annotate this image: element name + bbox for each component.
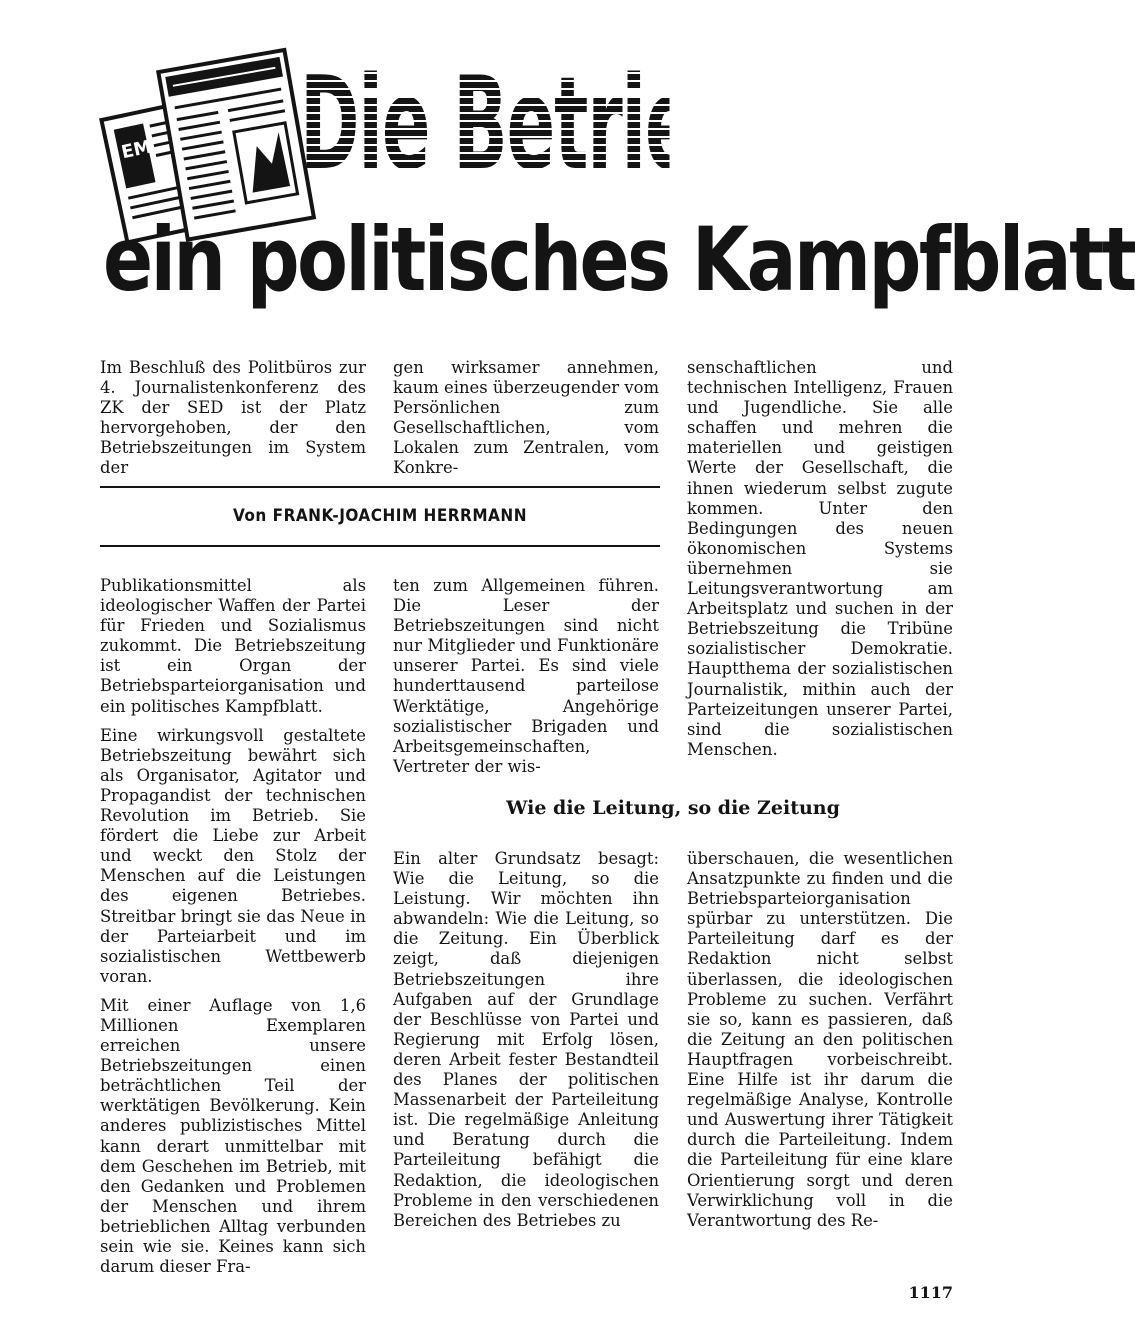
section2-column-2 [393, 849, 659, 1231]
section-subheading: Wie die Leitung, so die Zeitung [506, 797, 840, 819]
intro-column-3 [687, 358, 953, 760]
body-paragraph: Mit einer Auflage von 1,6 Millionen Exemplaren erreichen unsere Betriebszeitungen einen beträchtlichen Teil der werktätigen Bevölkerung. Kein anderes publizistisches Mittel kann derart unmittelbar mit dem Geschehen im Betrieb, mit den Gedanken und Problemen der Menschen und ihrem betrieblichen Alltag verbunden sein wie sie. Keines kann sich darum dieser Fra- [100, 995, 366, 1277]
intro-column-1 [100, 358, 366, 479]
page-number: 1117 [908, 1283, 953, 1302]
intro-paragraph: Im Beschluß des Politbüros zur 4. Journalistenkonferenz des ZK der SED ist der Platz hervorgehoben, der den Betriebszeitungen im System der [100, 358, 366, 478]
body-paragraph: überschauen, die wesentlichen Ansatzpunkte zu finden und die Betriebsparteiorganisation spürbar zu unterstützen. Die Parteileitung darf es der Redaktion nicht selbst überlassen, die ideologischen Probleme zu suchen. Verfährt sie so, kann es passieren, daß die Zeitung an den politischen Hauptfragen vorbeischreibt. Eine Hilfe ist ihr darum die regelmäßige Analyse, Kontrolle und Auswertung ihrer Tätigkeit durch die Parteileitung. Indem die Parteileitung für eine klare Orientierung sorgt und deren Verwirklichung voll in die Verantwortung des Re- [687, 849, 953, 1230]
section2-column-3 [687, 849, 953, 1231]
author-byline: Von FRANK-JOACHIM HERRMANN [232, 506, 527, 526]
body-paragraph: Publikationsmittel als ideologischer Waffen der Partei für Frieden und Sozialismus zukommt. Die Betriebszeitung ist ein Organ der Betriebsparteiorganisation und ein politisches Kampfblatt. [100, 576, 366, 716]
section1-column-2 [393, 576, 659, 777]
headline-line-1: Die Betriebszeitung - [300, 50, 1132, 199]
svg-text:EM: EM [119, 136, 154, 164]
body-paragraph: Ein alter Grundsatz besagt: Wie die Leitung, so die Leistung. Wir möchten ihn abwandeln: Wie die Leitung, so die Zeitung. Ein Überblick zeigt, daß diejenigen Betriebszeitungen ihre Aufgaben auf der Grundlage der Beschlüsse von Partei und Regierung mit Erfolg lösen, deren Arbeit fester Bestandteil des Planes der politischen Massenarbeit der Parteileitung ist. Die regelmäßige Anleitung und Beratung durch die Parteileitung befähigt die Redaktion, die ideologischen Probleme in den verschiedenen Bereichen des Betriebes zu [393, 849, 659, 1230]
body-paragraph: Eine wirkungsvoll gestaltete Betriebszeitung bewährt sich als Organisator, Agitator und Propagandist der technischen Revolution im Betrieb. Sie fördert die Liebe zur Arbeit und weckt den Stolz der Menschen auf die Leistungen des eigenen Betriebes. Streitbar bringt sie das Neue in der Parteiarbeit und im sozialistischen Wettbewerb voran. [100, 725, 366, 986]
section1-column-1 [100, 576, 366, 1277]
intro-paragraph: gen wirksamer annehmen, kaum eines überzeugender vom Persönlichen zum Gesellschaftlichen, vom Lokalen zum Zentralen, vom Konkre- [393, 358, 659, 478]
body-paragraph: ten zum Allgemeinen führen. Die Leser der Betriebszeitungen sind nicht nur Mitglieder und Funktionäre unserer Partei. Es sind viele hunderttausend parteilose Werktätige, Angehörige sozialistischer Brigaden und Arbeitsgemeinschaften, Vertreter der wis- [393, 576, 659, 776]
divider-rule-bottom [100, 545, 660, 547]
divider-rule-top [100, 486, 660, 488]
masthead [95, 40, 1135, 311]
intro-column-2 [393, 358, 659, 479]
headline-line-2: ein politisches Kampfblatt [103, 208, 1135, 311]
intro-paragraph: senschaftlichen und technischen Intelligenz, Frauen und Jugendliche. Sie alle schaffen und mehren die materiellen und geistigen Werte der Gesellschaft, die ihnen wiederum selbst zugute kommen. Unter den Bedingungen des neuen ökonomischen Systems übernehmen sie Leitungsverantwortung am Arbeitsplatz und suchen in der Betriebszeitung die Tribüne sozialistischer Demokratie. Hauptthema der sozialistischen Journalistik, mithin auch der Parteizeitungen unserer Partei, sind die sozialistischen Menschen. [687, 358, 953, 759]
